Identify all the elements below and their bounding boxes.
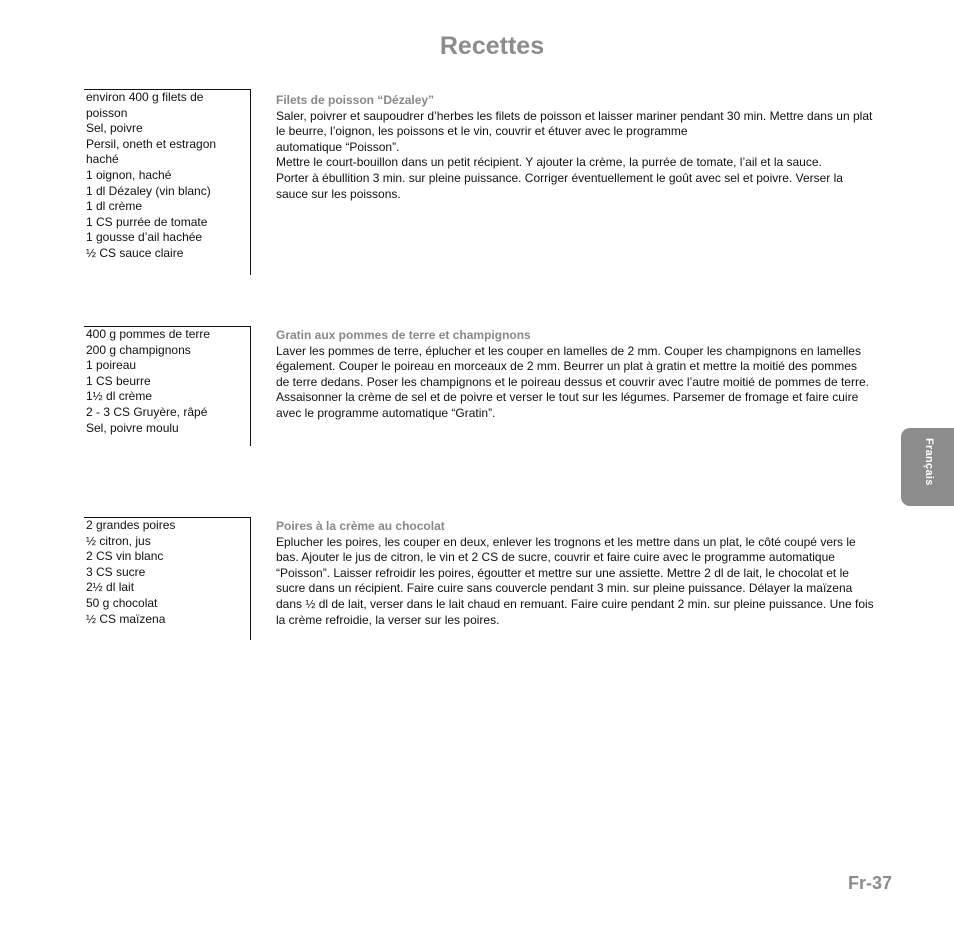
page-title: Recettes xyxy=(439,32,545,60)
ingredient-item: 200 g champignons xyxy=(86,342,191,357)
recipe-instruction-line: avec le programme automatique “Gratin”. xyxy=(276,405,496,420)
ingredient-item: 3 CS sucre xyxy=(86,564,146,579)
ingredient-item: environ 400 g filets de xyxy=(86,90,204,104)
ingredient-item: poisson xyxy=(86,105,128,120)
ingredient-list xyxy=(84,326,251,446)
language-tab xyxy=(901,428,954,506)
ingredient-item: 1 gousse d’ail hachée xyxy=(86,230,203,245)
ingredient-item: 2 CS vin blanc xyxy=(86,549,164,564)
ingredient-item: ½ CS maïzena xyxy=(86,611,166,626)
page-number: Fr-37 xyxy=(848,873,893,893)
recipe-instruction-line: le beurre, l’oignon, les poissons et le vin, couvrir et étuver avec le programme xyxy=(276,124,688,139)
ingredient-item: 1 oignon, haché xyxy=(86,167,172,182)
recipe-instruction-line: Assaisonner la crème de sel et de poivre et verser le tout sur les légumes. Parsemer de fromage et faire cuire xyxy=(276,390,859,405)
recipe-title: Filets de poisson “Dézaley” xyxy=(276,93,435,107)
recipe-section xyxy=(276,328,901,422)
recipe-title: Poires à la crème au chocolat xyxy=(276,519,445,533)
recipe-instruction-line: bas. Ajouter le jus de citron, le vin et 2 CS de sucre, couvrir et faire cuire avec le programme automatique xyxy=(276,550,835,565)
recipe-instruction-line: sauce sur les poissons. xyxy=(276,186,401,201)
ingredient-item: 2½ dl lait xyxy=(86,580,135,595)
ingredient-item: 2 grandes poires xyxy=(86,518,176,532)
ingredient-item: 1½ dl crème xyxy=(86,389,153,404)
ingredient-item: ½ CS sauce claire xyxy=(86,245,184,260)
ingredient-item: 50 g chocolat xyxy=(86,595,158,610)
ingredient-item: 1 dl Dézaley (vin blanc) xyxy=(86,183,211,198)
recipe-instruction-line: également. Couper le poireau en morceaux de 2 mm. Beurrer un plat à gratin et mettre la moitié des pommes xyxy=(276,359,857,374)
ingredient-list xyxy=(84,517,251,640)
ingredient-item: haché xyxy=(86,152,119,167)
ingredient-list xyxy=(84,89,251,275)
recipe-instruction-line: sucre dans un récipient. Faire cuire sans couvercle pendant 3 min. sur pleine puissance. Délayer la maïzena xyxy=(276,581,853,596)
recipe-instruction-line: Saler, poivrer et saupoudrer d’herbes les filets de poisson et laisser mariner pendant 30 min. Mettre dans un plat xyxy=(276,108,873,123)
recipe-instruction-line: de terre dedans. Poser les champignons et le poireau dessus et couvrir avec l’autre moitié de pommes de terre. xyxy=(276,374,869,389)
recipe-instruction-line: Mettre le court-bouillon dans un petit récipient. Y ajouter la crème, la purrée de tomate, l’ail et la sauce. xyxy=(276,155,822,170)
ingredient-item: 400 g pommes de terre xyxy=(86,327,211,341)
ingredient-item: 2 - 3 CS Gruyère, râpé xyxy=(86,404,208,419)
recipe-instruction-line: dans ½ dl de lait, verser dans le lait chaud en remuant. Faire cuire pendant 2 min. sur pleine puissance. Une fois xyxy=(276,596,874,611)
recipe-section xyxy=(276,519,901,628)
recipe-instruction-line: automatique “Poisson”. xyxy=(276,139,400,154)
ingredient-item: Persil, oneth et estragon xyxy=(86,136,217,151)
recipe-title: Gratin aux pommes de terre et champignons xyxy=(276,328,531,342)
recipe-section xyxy=(276,93,901,202)
ingredient-item: ½ citron, jus xyxy=(86,533,151,548)
recipe-instruction-line: “Poisson”. Laisser refroidir les poires, égoutter et mettre sur une assiette. Mettre 2 dl de lait, le chocolat et le xyxy=(276,565,849,580)
recipe-instruction-line: Porter à ébullition 3 min. sur pleine puissance. Corriger éventuellement le goût avec sel et poivre. Verser la xyxy=(276,170,843,185)
ingredient-item: Sel, poivre xyxy=(86,121,143,136)
ingredient-item: 1 dl crème xyxy=(86,199,143,214)
recipe-instruction-line: Laver les pommes de terre, éplucher et les couper en lamelles de 2 mm. Couper les champignons en lamelles xyxy=(276,343,861,358)
recipe-instruction-line: Eplucher les poires, les couper en deux, enlever les trognons et les mettre dans un plat, le côté coupé vers le xyxy=(276,534,856,549)
ingredient-item: 1 CS beurre xyxy=(86,373,151,388)
ingredient-item: 1 CS purrée de tomate xyxy=(86,214,208,229)
recipe-instruction-line: la crème refroidie, la verser sur les poires. xyxy=(276,612,500,627)
language-tab-label: Français xyxy=(923,438,935,486)
ingredient-item: 1 poireau xyxy=(86,358,137,373)
ingredient-item: Sel, poivre moulu xyxy=(86,420,179,435)
